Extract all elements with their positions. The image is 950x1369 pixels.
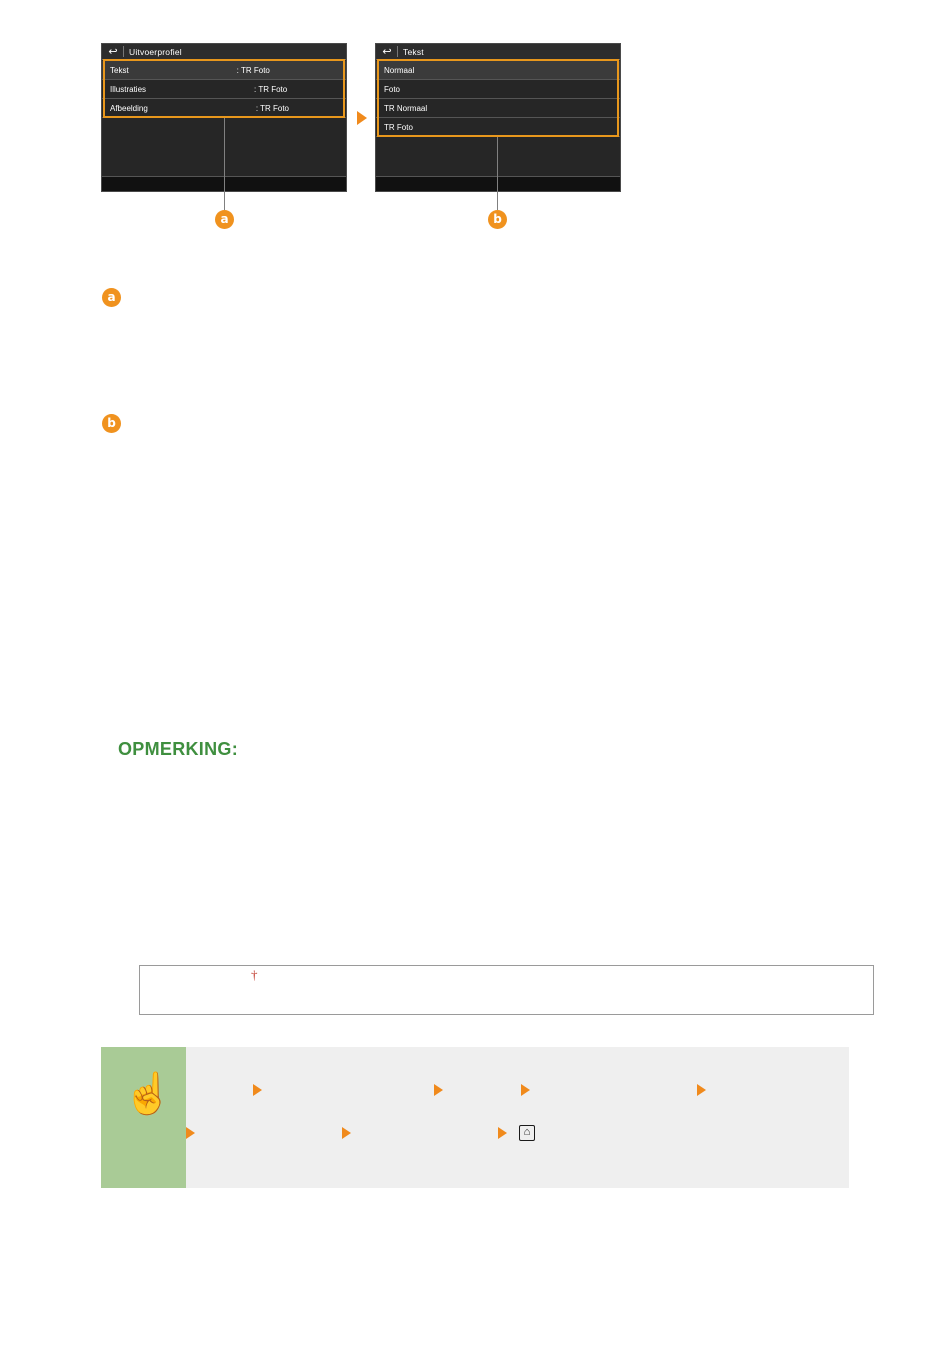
flow-arrow-icon xyxy=(357,111,367,125)
row-value: : TR Foto xyxy=(254,84,288,94)
titlebar-divider xyxy=(123,46,124,57)
list-item-label: TR Normaal xyxy=(384,103,428,113)
device-titlebar-left xyxy=(102,44,346,60)
info-table-box xyxy=(139,965,874,1015)
panel-title-right: Tekst xyxy=(403,46,424,57)
pointing-hand-icon: ☝ xyxy=(123,1072,173,1116)
home-icon[interactable]: ⌂ xyxy=(519,1125,535,1141)
section-marker-a: a xyxy=(102,288,121,307)
option-list xyxy=(376,61,620,137)
list-item[interactable] xyxy=(376,99,620,118)
callout-marker-a: a xyxy=(215,210,234,229)
table-row[interactable] xyxy=(102,80,346,99)
list-item[interactable] xyxy=(376,118,620,137)
row-value: : TR Foto xyxy=(255,103,290,113)
callout-marker-b: b xyxy=(488,210,507,229)
row-label: Tekst xyxy=(110,65,129,75)
list-item[interactable] xyxy=(376,61,620,80)
table-row[interactable] xyxy=(102,61,346,80)
callout-leader-a xyxy=(224,118,225,210)
triangle-right-icon xyxy=(434,1084,443,1096)
row-label: Afbeelding xyxy=(110,103,148,113)
hand-tab xyxy=(101,1047,186,1188)
triangle-right-icon xyxy=(697,1084,706,1096)
device-titlebar-right xyxy=(376,44,620,60)
row-label: Illustraties xyxy=(110,84,147,94)
triangle-right-icon xyxy=(342,1127,351,1139)
list-item-label: Foto xyxy=(384,84,401,94)
note-heading: OPMERKING: xyxy=(118,739,238,759)
related-links-bar xyxy=(101,1047,849,1188)
device-footer-strip-right xyxy=(376,176,620,191)
back-arrow-icon[interactable]: ↩ xyxy=(108,45,118,58)
device-screen-text-options xyxy=(375,43,621,192)
list-item-label: Normaal xyxy=(384,65,415,75)
dagger-symbol: † xyxy=(251,967,258,982)
callout-leader-b xyxy=(497,137,498,210)
triangle-right-icon xyxy=(253,1084,262,1096)
triangle-right-icon xyxy=(186,1127,195,1139)
panel-title-left: Uitvoerprofiel xyxy=(129,46,182,57)
settings-row-list xyxy=(102,61,346,118)
row-value: : TR Foto xyxy=(236,65,270,75)
list-item[interactable] xyxy=(376,80,620,99)
table-row[interactable] xyxy=(102,99,346,118)
triangle-right-icon xyxy=(521,1084,530,1096)
list-item-label: TR Foto xyxy=(384,122,413,132)
back-arrow-icon[interactable]: ↩ xyxy=(382,45,392,58)
titlebar-divider xyxy=(397,46,398,57)
section-marker-b: b xyxy=(102,414,121,433)
triangle-right-icon xyxy=(498,1127,507,1139)
